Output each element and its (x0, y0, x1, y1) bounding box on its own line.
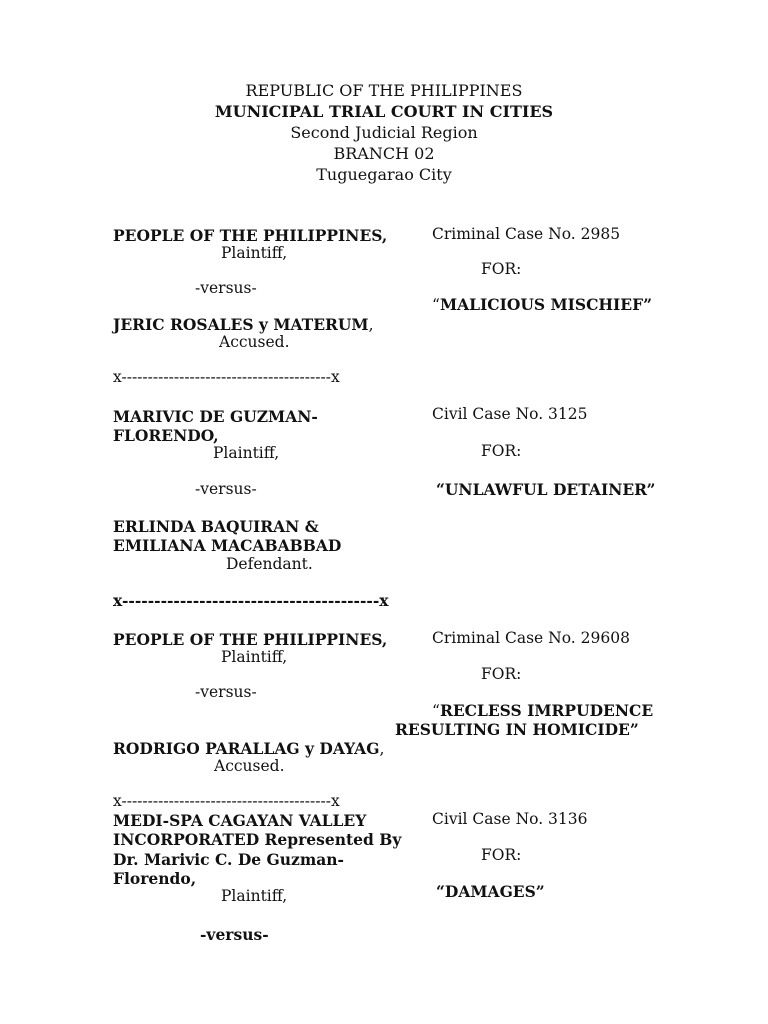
versus-label: -versus- (200, 925, 269, 944)
case-nature-line2: RESULTING IN HOMICIDE” (395, 720, 639, 739)
city-title: Tuguegarao City (316, 165, 452, 184)
party2-name: JERIC ROSALES y MATERUM (113, 315, 369, 334)
party2-role: Accused. (219, 333, 290, 351)
party1-name-line2: FLORENDO, (113, 426, 219, 445)
for-label: FOR: (481, 442, 522, 460)
party1-name: PEOPLE OF THE PHILIPPINES, (113, 630, 388, 649)
for-label: FOR: (481, 846, 522, 864)
party1-name-line4: Florendo, (113, 869, 197, 888)
party1-role: Plaintiff, (213, 444, 280, 462)
party2-name-line1: ERLINDA BAQUIRAN & (113, 517, 319, 536)
party2-suffix: , (368, 316, 374, 334)
case-number: Civil Case No. 3136 (432, 810, 588, 828)
for-label: FOR: (481, 260, 522, 278)
case-nature (432, 295, 652, 315)
case-number: Criminal Case No. 2985 (432, 225, 621, 243)
party1-name-line3: Dr. Marivic C. De Guzman- (113, 850, 344, 869)
party1-name-line2: INCORPORATED Represented By (113, 830, 402, 849)
party2-name: RODRIGO PARALLAG y DAYAG (113, 739, 380, 758)
versus-label: -versus- (195, 480, 257, 498)
separator-2: x----------------------------------------x (113, 591, 389, 610)
republic-title: REPUBLIC OF THE PHILIPPINES (245, 81, 523, 100)
separator-3: x----------------------------------------x (113, 792, 340, 810)
party2-suffix: , (379, 740, 385, 758)
case-nature-quote: “ (432, 702, 440, 720)
case-nature-text: MALICIOUS MISCHIEF” (439, 295, 653, 314)
party2-name-line2: EMILIANA MACABABBAD (113, 536, 342, 555)
party2-name-line (113, 739, 384, 759)
party1-name-line1: MARIVIC DE GUZMAN- (113, 407, 318, 426)
party2-name-line (113, 315, 374, 335)
branch-title: BRANCH 02 (333, 144, 435, 163)
separator-1: x----------------------------------------x (113, 368, 340, 386)
case-nature-quote: “ (432, 296, 440, 314)
party2-role: Accused. (214, 757, 285, 775)
party1-role: Plaintiff, (221, 887, 288, 905)
court-header (0, 80, 768, 185)
case-nature-line1 (432, 701, 653, 721)
party1-name: PEOPLE OF THE PHILIPPINES, (113, 226, 388, 245)
versus-label: -versus- (195, 279, 257, 297)
case-number: Criminal Case No. 29608 (432, 629, 630, 647)
case-number: Civil Case No. 3125 (432, 405, 588, 423)
region-title: Second Judicial Region (290, 123, 478, 142)
for-label: FOR: (481, 665, 522, 683)
court-title: MUNICIPAL TRIAL COURT IN CITIES (214, 102, 554, 121)
case-nature: “UNLAWFUL DETAINER” (436, 480, 656, 499)
case-nature: “DAMAGES” (436, 882, 545, 901)
party1-name-line1: MEDI-SPA CAGAYAN VALLEY (113, 811, 367, 830)
party2-role: Defendant. (226, 555, 313, 573)
versus-label: -versus- (195, 683, 257, 701)
case-nature-text: RECLESS IMRPUDENCE (439, 701, 654, 720)
party1-role: Plaintiff, (221, 648, 288, 666)
party1-role: Plaintiff, (221, 244, 288, 262)
